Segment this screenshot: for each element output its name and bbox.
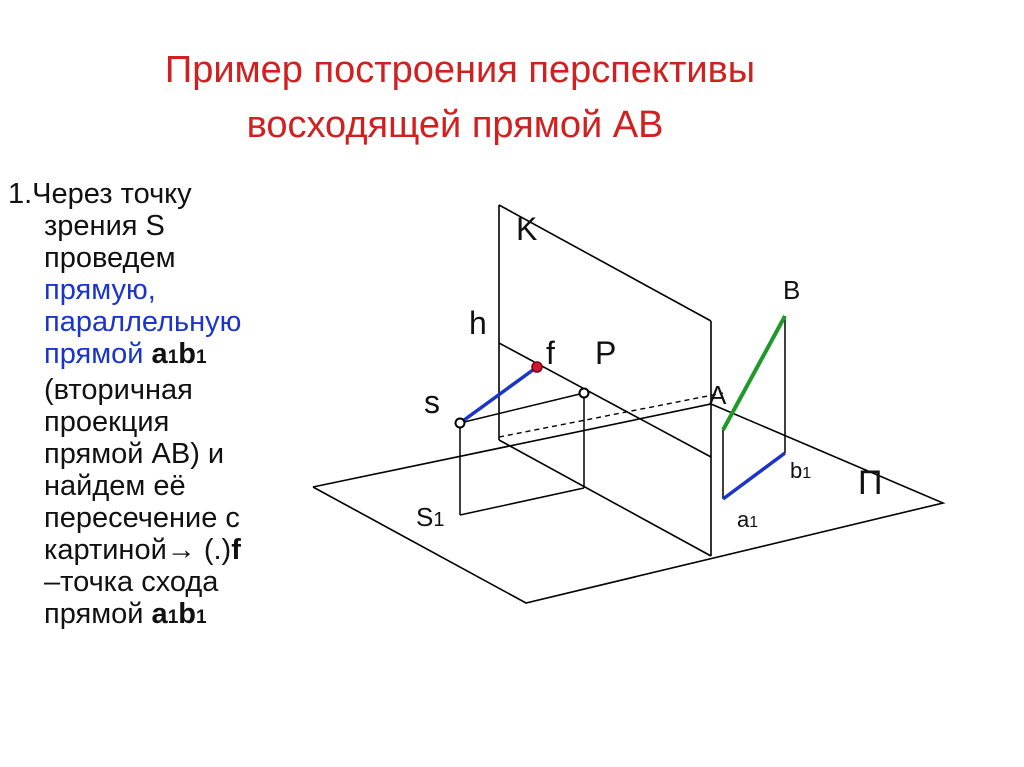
slide-title-line-2: восходящей прямой АВ — [246, 104, 664, 146]
point-f — [532, 362, 542, 372]
text-line: –точка схода — [44, 566, 219, 598]
label-b1-sub: 1 — [802, 465, 812, 482]
text-line: 1.Через точку — [8, 178, 192, 210]
text-line: проекция — [44, 406, 170, 438]
label-pi: П — [858, 464, 883, 502]
s1-line — [460, 488, 584, 515]
text-line: пересечение с — [44, 502, 240, 534]
label-s1 — [416, 502, 444, 532]
text-fragment: a — [151, 598, 168, 630]
text-line: найдем её — [44, 470, 186, 502]
label-a1 — [737, 507, 758, 532]
sp-dashed-line — [499, 393, 723, 437]
label-b: B — [783, 275, 801, 305]
text-fragment: 1 — [167, 607, 179, 628]
label-s1-main: S — [416, 502, 434, 532]
label-k: K — [516, 211, 538, 247]
label-s: s — [424, 384, 440, 420]
picture-plane-base-line — [499, 440, 711, 556]
text-fragment: f — [231, 534, 241, 566]
text-fragment: 1 — [195, 607, 207, 628]
text-fragment: 1 — [167, 347, 179, 368]
text-line: зрения S — [44, 210, 165, 242]
text-fragment: a — [151, 338, 168, 370]
text-fragment: прямой — [44, 338, 152, 370]
label-a1-main: a — [737, 507, 750, 532]
text-fragment: b — [178, 598, 196, 630]
label-p: P — [595, 335, 617, 371]
text-line: проведем — [44, 242, 176, 274]
text-line: параллельную — [44, 306, 242, 338]
slide-title-line-1: Пример построения перспективы — [164, 49, 756, 91]
label-b1 — [790, 458, 811, 483]
text-line: (вторичная — [44, 374, 193, 406]
text-fragment: b — [178, 338, 196, 370]
point-s — [456, 419, 465, 428]
text-fragment: 1 — [195, 347, 207, 368]
label-b1-main: b — [790, 458, 803, 483]
text-line: прямую, — [44, 274, 156, 306]
label-h: h — [469, 305, 487, 341]
text-line: прямой АВ) и — [44, 438, 225, 470]
line-ab — [723, 316, 785, 430]
text-fragment: прямой — [44, 598, 152, 630]
line-a1b1 — [723, 453, 785, 499]
label-a1-sub: 1 — [749, 514, 759, 531]
text-fragment: картиной→ (.) — [44, 534, 232, 566]
point-p — [580, 389, 589, 398]
label-f: f — [546, 335, 555, 371]
label-s1-sub: 1 — [433, 509, 445, 531]
ground-plane-outline — [313, 404, 943, 603]
label-a: A — [709, 380, 727, 410]
